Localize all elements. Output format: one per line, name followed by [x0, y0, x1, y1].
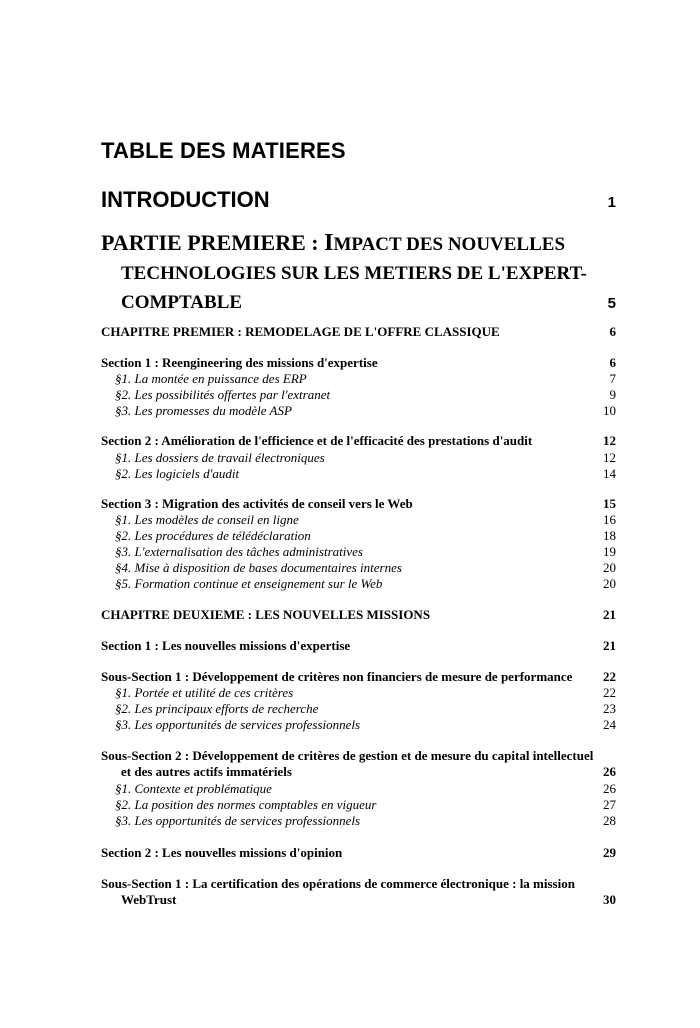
toc-entry-paragraph[interactable]: [101, 797, 616, 813]
entry-page-number: 26: [603, 764, 616, 779]
toc-title: TABLE DES MATIERES: [101, 138, 346, 163]
toc-entry-paragraph[interactable]: [101, 576, 616, 592]
entry-page-number: 12: [603, 433, 616, 448]
toc-entry-chapter[interactable]: [101, 324, 616, 340]
toc-entry-paragraph[interactable]: [101, 813, 616, 829]
toc-entry-paragraph[interactable]: [101, 371, 616, 387]
entry-page-number: 22: [603, 685, 616, 700]
entry-page-number: 26: [603, 781, 616, 796]
entry-label: §5. Formation continue et enseignement sur le Web: [115, 576, 383, 591]
toc-entry-section[interactable]: [101, 638, 616, 654]
entry-label: §2. Les procédures de télédéclaration: [115, 528, 311, 543]
entry-label: Section 3 : Migration des activités de conseil vers le Web: [101, 496, 413, 511]
toc-entry-paragraph[interactable]: [101, 544, 616, 560]
toc-entry-subsection[interactable]: [101, 748, 616, 780]
toc-entry-subsection[interactable]: [101, 876, 616, 908]
entry-label: §1. Portée et utilité de ces critères: [115, 685, 294, 700]
entry-label: §2. Les principaux efforts de recherche: [115, 701, 319, 716]
partie-title-line-2: TECHNOLOGIES SUR LES METIERS DE L'EXPERT-: [121, 263, 587, 284]
entry-label: §3. Les promesses du modèle ASP: [115, 403, 292, 418]
entry-page-number: 21: [603, 638, 616, 653]
toc-entry-paragraph[interactable]: [101, 512, 616, 528]
entry-page-number: 29: [603, 845, 616, 860]
toc-entry-paragraph[interactable]: [101, 701, 616, 717]
entry-page-number: 16: [603, 512, 616, 527]
entry-page-number: 30: [603, 892, 616, 907]
entry-label: §3. Les opportunités de services professionnels: [115, 813, 361, 828]
toc-entry-section[interactable]: [101, 496, 616, 512]
entry-page-number: 14: [603, 466, 616, 481]
introduction-page-number: 1: [607, 194, 616, 211]
toc-entry-paragraph[interactable]: [101, 466, 616, 482]
partie-title-line-1: PARTIE PREMIERE : IMPACT DES NOUVELLES: [101, 230, 566, 256]
entry-label: §3. Les opportunités de services professionnels: [115, 717, 361, 732]
entry-label: CHAPITRE PREMIER : REMODELAGE DE L'OFFRE CLASSIQUE: [101, 324, 500, 339]
toc-entry-section[interactable]: [101, 845, 616, 861]
entry-page-number: 15: [603, 496, 616, 511]
toc-entry-paragraph[interactable]: [101, 387, 616, 403]
introduction-label: INTRODUCTION: [101, 187, 270, 212]
toc-entry-section[interactable]: [101, 433, 616, 449]
toc-entry-paragraph[interactable]: [101, 560, 616, 576]
entry-label: CHAPITRE DEUXIEME : LES NOUVELLES MISSIONS: [101, 607, 431, 622]
entry-label-continuation: WebTrust: [121, 892, 177, 907]
entry-label: §3. L'externalisation des tâches administratives: [115, 544, 363, 559]
entry-label: §1. Les dossiers de travail électroniques: [115, 450, 325, 465]
entry-label: Sous-Section 2 : Développement de critères de gestion et de mesure du capital intellectuel: [101, 748, 594, 763]
entry-label: Sous-Section 1 : La certification des opérations de commerce électronique : la mission: [101, 876, 575, 891]
entry-page-number: 7: [609, 371, 616, 386]
entry-page-number: 10: [603, 403, 616, 418]
entry-page-number: 24: [603, 717, 616, 732]
entry-page-number: 9: [609, 387, 616, 402]
toc-entry-partie-premiere[interactable]: [101, 228, 616, 318]
entry-label: §1. Les modèles de conseil en ligne: [115, 512, 299, 527]
entry-page-number: 18: [603, 528, 616, 543]
entry-page-number: 20: [603, 576, 616, 591]
toc-entry-paragraph[interactable]: [101, 403, 616, 419]
toc-entry-section[interactable]: [101, 355, 616, 371]
entry-label: §2. Les possibilités offertes par l'extranet: [115, 387, 331, 402]
entry-page-number: 6: [609, 355, 616, 370]
entry-label: §1. La montée en puissance des ERP: [115, 371, 307, 386]
entry-label: §2. La position des normes comptables en vigueur: [115, 797, 377, 812]
entry-label: Section 2 : Amélioration de l'efficience et de l'efficacité des prestations d'audit: [101, 433, 533, 448]
toc-entry-paragraph[interactable]: [101, 717, 616, 733]
toc-entry-subsection[interactable]: [101, 669, 616, 685]
entry-page-number: 22: [603, 669, 616, 684]
entry-page-number: 21: [603, 607, 616, 622]
entry-page-number: 19: [603, 544, 616, 559]
entry-label: Section 1 : Reengineering des missions d'expertise: [101, 355, 378, 370]
entry-label: Sous-Section 1 : Développement de critères non financiers de mesure de performance: [101, 669, 573, 684]
toc-entry-chapter[interactable]: [101, 607, 616, 623]
toc-entry-introduction[interactable]: [101, 187, 616, 213]
toc-entry-paragraph[interactable]: [101, 781, 616, 797]
entry-page-number: 6: [609, 324, 616, 339]
entry-page-number: 12: [603, 450, 616, 465]
toc-entry-paragraph[interactable]: [101, 685, 616, 701]
entry-page-number: 28: [603, 813, 616, 828]
entry-label: §2. Les logiciels d'audit: [115, 466, 240, 481]
entry-label: §1. Contexte et problématique: [115, 781, 272, 796]
toc-entry-paragraph[interactable]: [101, 528, 616, 544]
toc-entry-paragraph[interactable]: [101, 450, 616, 466]
entry-label: Section 2 : Les nouvelles missions d'opinion: [101, 845, 343, 860]
entry-label: Section 1 : Les nouvelles missions d'expertise: [101, 638, 351, 653]
entry-label-continuation: et des autres actifs immatériels: [121, 764, 292, 779]
partie-title-line-3: COMPTABLE: [121, 292, 243, 313]
entry-page-number: 27: [603, 797, 616, 812]
entry-page-number: 23: [603, 701, 616, 716]
entry-page-number: 20: [603, 560, 616, 575]
partie-page-number: 5: [607, 295, 616, 312]
entry-label: §4. Mise à disposition de bases documentaires internes: [115, 560, 402, 575]
